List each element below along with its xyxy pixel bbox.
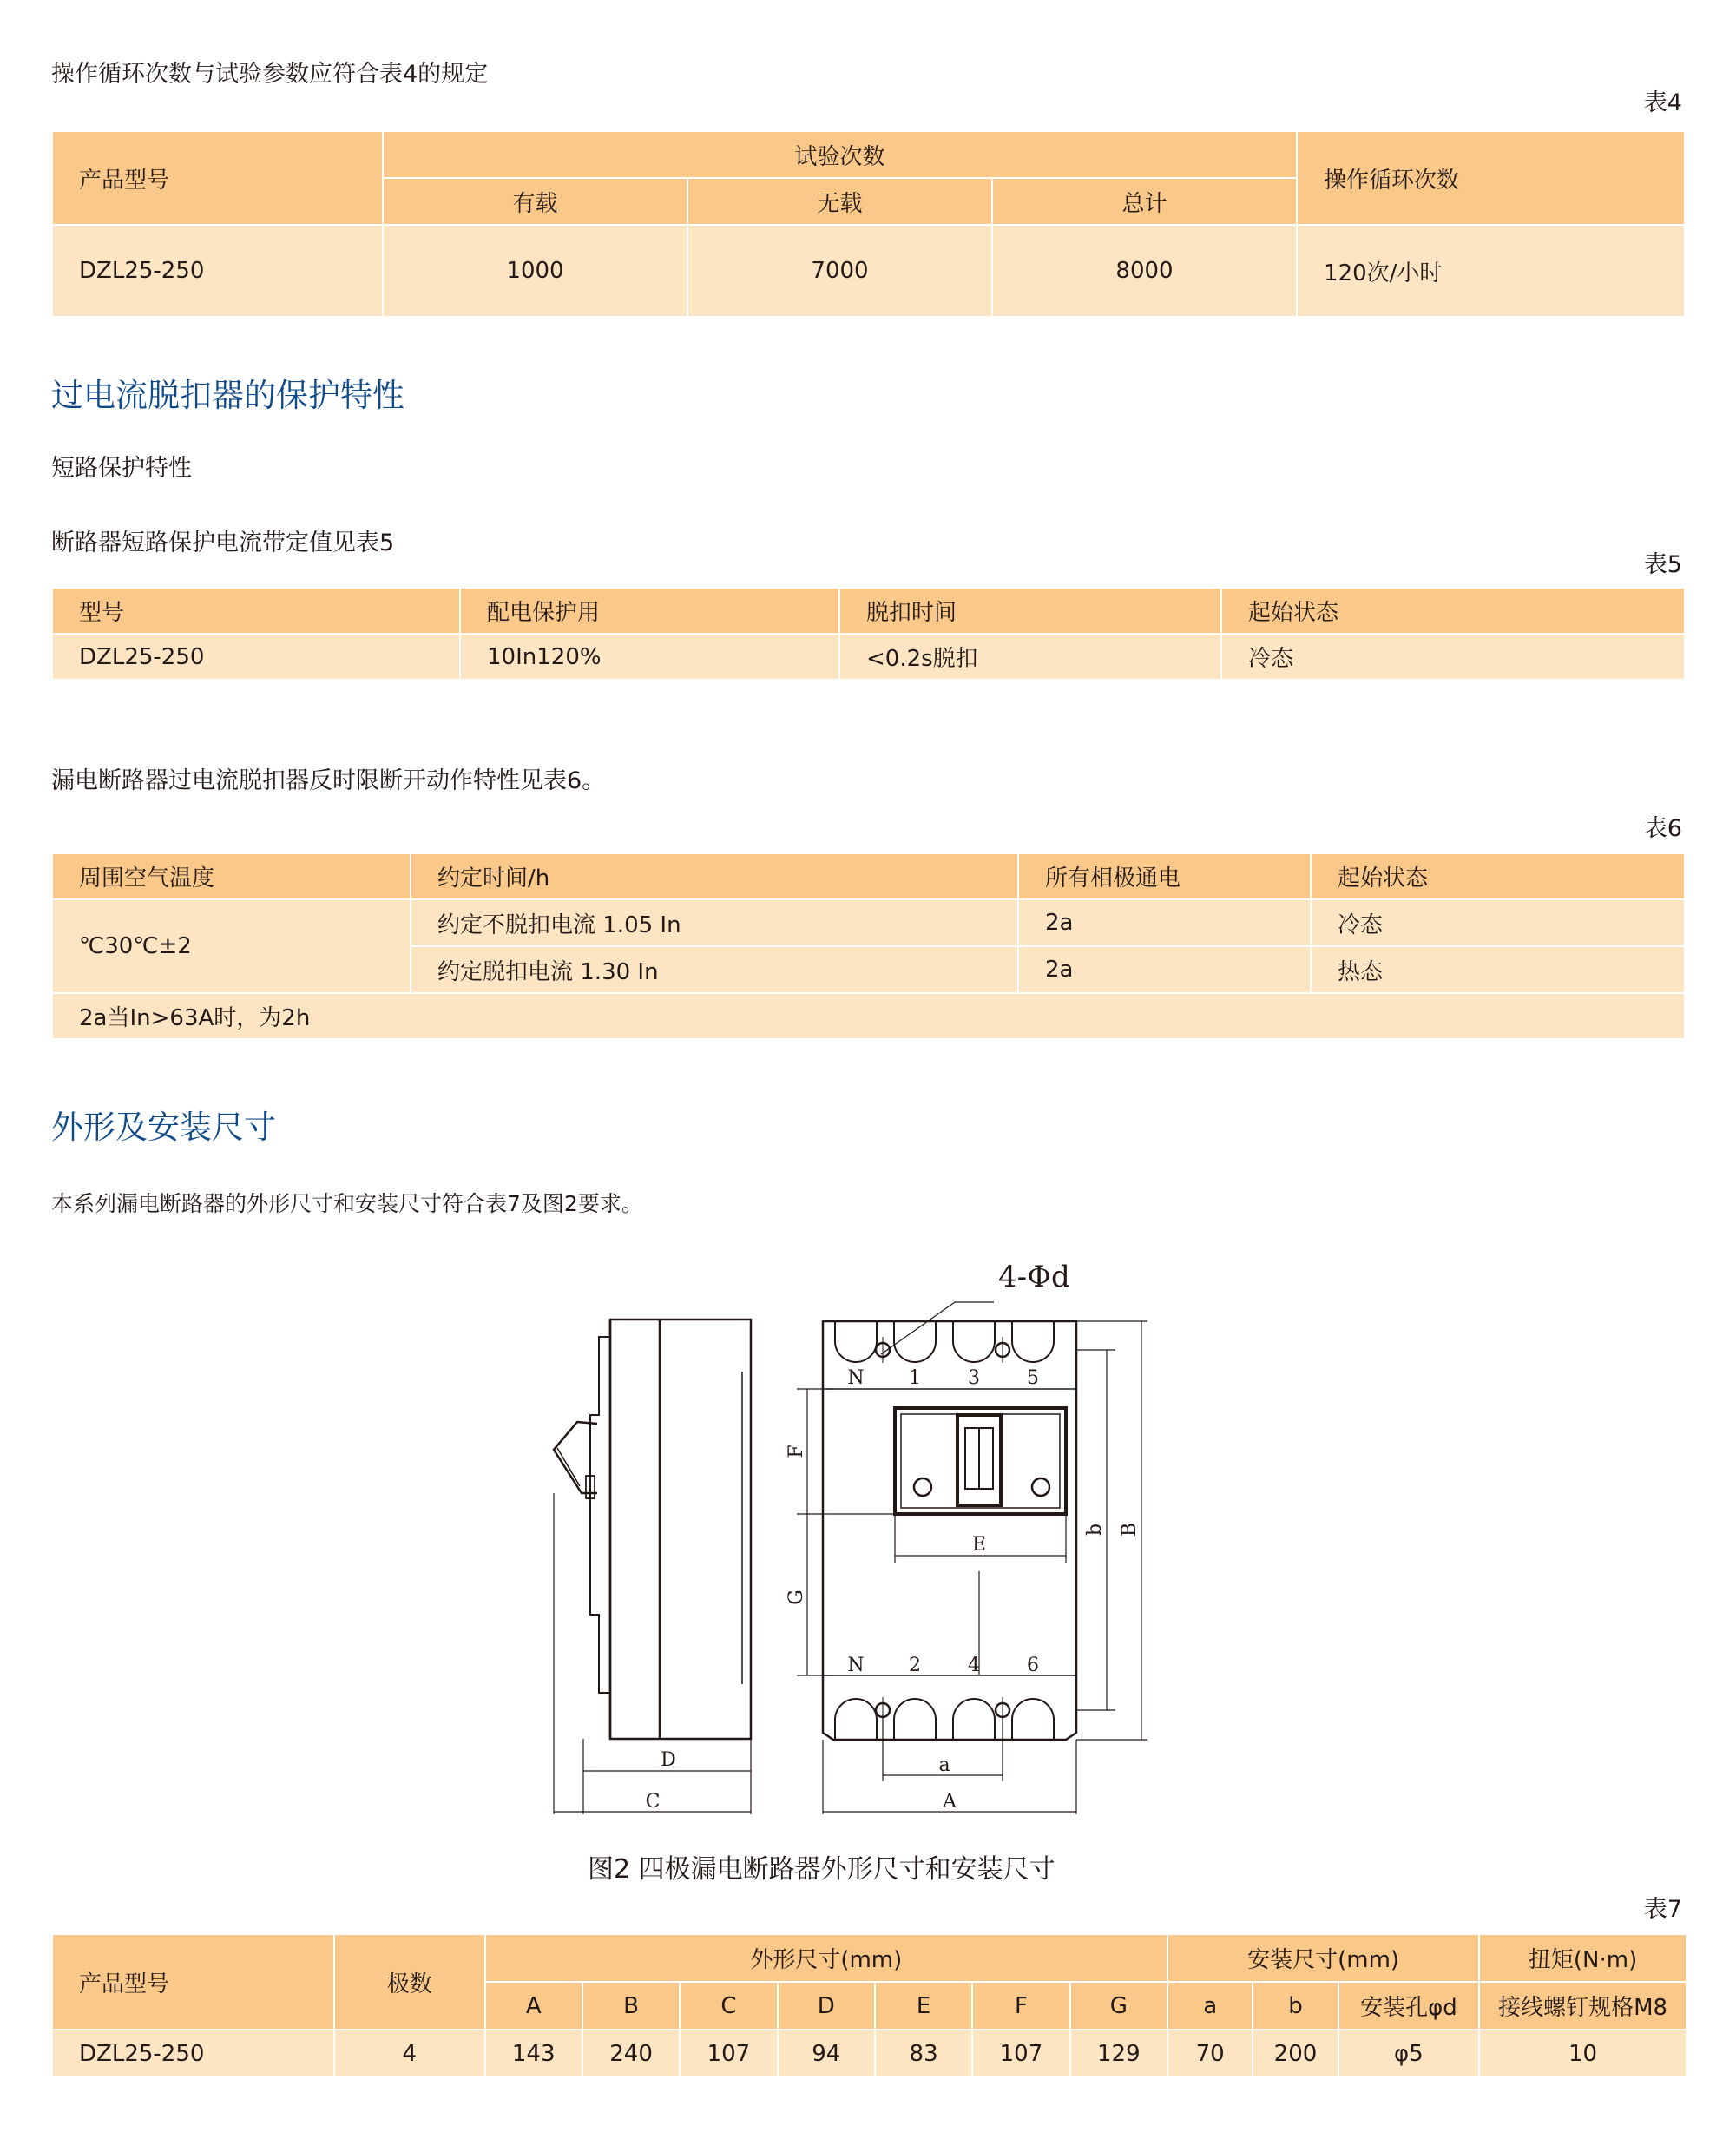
dim-label-cap-a: A <box>943 1791 957 1813</box>
t4-model: DZL25-250 <box>52 225 383 317</box>
t7-col-c: C <box>680 1982 777 2030</box>
t7-col-d: D <box>778 1982 875 2030</box>
table-row <box>52 225 1685 317</box>
t7-col-screw: 接线螺钉规格M8 <box>1479 1982 1687 2030</box>
dim-label-cap-b: B <box>1119 1522 1141 1537</box>
ops-intro-text: 操作循环次数与试验参数应符合表4的规定 <box>51 61 489 88</box>
t4-header-cycles: 操作循环次数 <box>1297 131 1685 225</box>
t7-col-small-b: b <box>1253 1982 1338 2030</box>
table7 <box>51 1933 1687 2078</box>
table-row <box>52 2030 1687 2077</box>
t5-trip-time: <0.2s脱扣 <box>839 634 1221 680</box>
t6-r2-state: 热态 <box>1311 946 1685 993</box>
t6-header-all-poles: 所有相极通电 <box>1018 853 1311 899</box>
t6-r1-time: 2a <box>1018 899 1311 946</box>
t7-val-c: 107 <box>680 2030 777 2077</box>
table4-label: 表4 <box>1643 89 1682 116</box>
dim-label-e: E <box>971 1534 987 1556</box>
t5-header-protection: 配电保护用 <box>460 588 839 634</box>
t7-val-g: 129 <box>1070 2030 1167 2077</box>
t6-r2-desc: 约定脱扣电流 1.30 In <box>411 946 1018 993</box>
t5-header-initial-state: 起始状态 <box>1221 588 1685 634</box>
t7-val-small-b: 200 <box>1253 2030 1338 2077</box>
t7-val-a: 143 <box>485 2030 582 2077</box>
table5-intro-text: 断路器短路保护电流带定值见表5 <box>51 530 395 556</box>
subheading-short-circuit: 短路保护特性 <box>51 455 192 482</box>
side-view-body <box>610 1320 751 1739</box>
t4-header-load: 有载 <box>383 178 687 225</box>
section-heading-dimensions: 外形及安装尺寸 <box>51 1109 276 1146</box>
table5-label: 表5 <box>1643 551 1682 578</box>
table4 <box>51 130 1686 318</box>
t7-col-f: F <box>972 1982 1069 2030</box>
table7-label: 表7 <box>1643 1896 1682 1923</box>
dimensions-intro-text: 本系列漏电断路器的外形尺寸和安装尺寸符合表7及图2要求。 <box>51 1191 643 1216</box>
t7-col-g: G <box>1070 1982 1167 2030</box>
dim-label-g: G <box>786 1589 807 1605</box>
terminal-label: 5 <box>1027 1367 1039 1389</box>
dim-label-b: b <box>1084 1523 1106 1537</box>
t6-header-temperature: 周围空气温度 <box>52 853 411 899</box>
terminal-label: N <box>847 1655 865 1676</box>
t7-col-hole: 安装孔φd <box>1338 1982 1480 2030</box>
t7-val-torque: 10 <box>1479 2030 1687 2077</box>
t4-header-noload: 无载 <box>687 178 992 225</box>
t4-header-tests: 试验次数 <box>383 131 1297 178</box>
t5-model: DZL25-250 <box>52 634 460 680</box>
hole-spec-label: 4-Φd <box>998 1260 1070 1294</box>
t4-header-total: 总计 <box>992 178 1297 225</box>
table6-label: 表6 <box>1643 815 1682 842</box>
t7-col-e: E <box>875 1982 972 2030</box>
t4-header-model: 产品型号 <box>52 131 383 225</box>
t4-total: 8000 <box>992 225 1297 317</box>
t7-header-torque: 扭矩(N·m) <box>1479 1934 1687 1982</box>
table-row <box>52 899 1685 946</box>
t5-header-model: 型号 <box>52 588 460 634</box>
t6-r2-time: 2a <box>1018 946 1311 993</box>
t7-val-b: 240 <box>582 2030 680 2077</box>
t6-temperature: ℃30℃±2 <box>52 899 411 993</box>
terminal-label: 2 <box>909 1655 921 1676</box>
t6-r1-state: 冷态 <box>1311 899 1685 946</box>
t5-header-trip-time: 脱扣时间 <box>839 588 1221 634</box>
table5 <box>51 587 1686 681</box>
face-plate <box>895 1408 1066 1514</box>
table-row <box>52 993 1685 1039</box>
t7-col-b: B <box>582 1982 680 2030</box>
section-heading-protection: 过电流脱扣器的保护特性 <box>51 377 404 414</box>
dim-label-a: a <box>938 1754 950 1776</box>
terminal-label: 6 <box>1027 1655 1039 1676</box>
t7-model: DZL25-250 <box>52 2030 334 2077</box>
dim-label-d: D <box>661 1749 676 1771</box>
t7-col-a: A <box>485 1982 582 2030</box>
t4-cycles: 120次/小时 <box>1297 225 1685 317</box>
t7-header-outline: 外形尺寸(mm) <box>485 1934 1168 1982</box>
t7-val-hole: φ5 <box>1338 2030 1480 2077</box>
t7-poles: 4 <box>334 2030 485 2077</box>
t6-header-initial-state: 起始状态 <box>1311 853 1685 899</box>
table6 <box>51 852 1686 1040</box>
t4-noload: 7000 <box>687 225 992 317</box>
breaker-dimension-drawing <box>538 1250 1163 1814</box>
t6-note: 2a当In>63A时，为2h <box>52 993 1685 1039</box>
t7-col-small-a: a <box>1167 1982 1253 2030</box>
t7-val-small-a: 70 <box>1167 2030 1253 2077</box>
t7-header-poles: 极数 <box>334 1934 485 2030</box>
t7-header-model: 产品型号 <box>52 1934 334 2030</box>
table6-intro-text: 漏电断路器过电流脱扣器反时限断开动作特性见表6。 <box>51 767 606 794</box>
dim-label-c: C <box>645 1791 661 1813</box>
terminal-label: 1 <box>909 1367 921 1389</box>
t7-val-e: 83 <box>875 2030 972 2077</box>
t5-initial-state: 冷态 <box>1221 634 1685 680</box>
t4-load: 1000 <box>383 225 687 317</box>
terminal-label: N <box>847 1367 865 1389</box>
t7-val-d: 94 <box>778 2030 875 2077</box>
terminal-label: 3 <box>968 1367 980 1389</box>
t7-val-f: 107 <box>972 2030 1069 2077</box>
t6-r1-desc: 约定不脱扣电流 1.05 In <box>411 899 1018 946</box>
table-row <box>52 634 1685 680</box>
figure-caption: 图2 四极漏电断路器外形尺寸和安装尺寸 <box>588 1854 1055 1885</box>
t7-header-install: 安装尺寸(mm) <box>1167 1934 1479 1982</box>
t5-protection: 10In120% <box>460 634 839 680</box>
dim-label-f: F <box>786 1445 807 1458</box>
terminal-label: 4 <box>968 1655 980 1676</box>
t6-header-time: 约定时间/h <box>411 853 1018 899</box>
